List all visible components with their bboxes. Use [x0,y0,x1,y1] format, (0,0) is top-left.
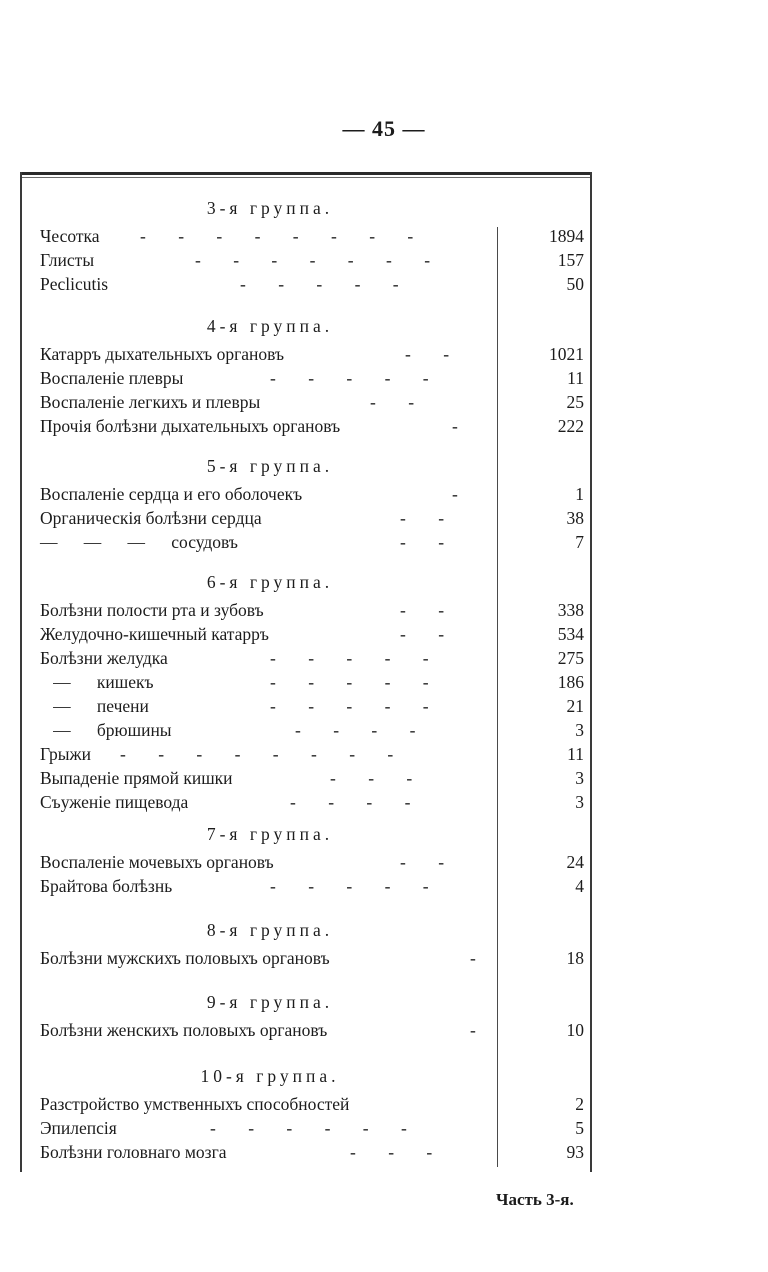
row-value: 11 [567,744,584,764]
row-dashes: - - - - - - - - [120,744,408,764]
row-dashes: - - - - - - [210,1118,421,1138]
table-row [40,874,500,898]
row-dashes: - - [400,532,459,552]
row-dashes: - - - - - [270,672,443,692]
row-label: Грыжи [40,744,91,764]
table-row [40,342,500,366]
row-label: Peclicutis [40,274,109,294]
table-row [40,790,500,814]
table-row [40,1116,500,1140]
group-heading: 7-я группа. [206,824,334,844]
row-dashes: - [452,416,472,436]
table-row [40,766,500,790]
table-row [40,390,500,414]
row-value: 1021 [549,344,584,364]
row-dashes: - - - - [295,720,430,740]
table-row [40,946,500,970]
table-top-rule [20,172,592,175]
row-value: 1894 [549,226,584,246]
group-heading: 5-я группа. [206,456,334,476]
row-dashes: - - [400,508,459,528]
row-label: — брюшины [40,720,172,740]
group-heading: 9-я группа. [206,992,334,1012]
row-value: 38 [566,508,584,528]
row-label: Воспаленіе легкихъ и плевры [40,392,261,412]
row-label: Выпаденіе прямой кишки [40,768,233,788]
row-label: — кишекъ [40,672,154,692]
group-heading: 10-я группа. [200,1066,340,1086]
row-label: Болѣзни головнаго мозга [40,1142,227,1162]
table-row [40,1140,500,1164]
row-label: — — — сосудовъ [40,532,238,552]
row-dashes: - - [400,624,459,644]
table-row [40,646,500,670]
table-row [40,366,500,390]
statistics-table [20,172,592,1172]
row-value: 93 [566,1142,584,1162]
row-label: Прочія болѣзни дыхательныхъ органовъ [40,416,341,436]
row-label: — печени [40,696,149,716]
table-row [40,718,500,742]
row-label: Катарръ дыхательныхъ органовъ [40,344,285,364]
row-value: 186 [557,672,584,692]
row-value: 4 [575,876,584,896]
row-label: Болѣзни женскихъ половыхъ органовъ [40,1020,328,1040]
table-row [40,414,500,438]
row-value: 222 [557,416,584,436]
row-label: Желудочно-кишечный катарръ [40,624,269,644]
page-number: — 45 — [342,116,426,141]
row-label: Воспаленіе сердца и его оболочекъ [40,484,303,504]
row-label: Глисты [40,250,95,270]
row-dashes: - - [400,600,459,620]
row-dashes: - - - - - [270,876,443,896]
row-label: Органическія болѣзни сердца [40,508,262,528]
group-heading: 8-я группа. [206,920,334,940]
table-row [40,1092,500,1116]
row-value: 3 [575,792,584,812]
row-value: 11 [567,368,584,388]
table-row [40,272,500,296]
row-label: Разстройство умственныхъ способностей [40,1094,350,1114]
row-dashes: - - - - - [240,274,413,294]
table-row [40,482,500,506]
row-value: 3 [575,720,584,740]
row-value: 18 [566,948,584,968]
row-dashes: - - [405,344,464,364]
group-heading: 3-я группа. [206,198,334,218]
table-row [40,1018,500,1042]
row-value: 275 [557,648,584,668]
row-dashes: - - - - [290,792,425,812]
row-dashes: - [470,948,490,968]
table-row [40,622,500,646]
row-value: 157 [557,250,584,270]
row-label: Болѣзни желудка [40,648,168,668]
row-label: Брайтова болѣзнь [40,876,173,896]
row-value: 5 [575,1118,584,1138]
row-dashes: - - - [350,1142,447,1162]
row-value: 2 [575,1094,584,1114]
group-heading: 6-я группа. [206,572,334,592]
table-row [40,224,500,248]
table-right-rule [590,172,592,1172]
table-row [40,694,500,718]
row-dashes: - - [370,392,429,412]
table-row [40,850,500,874]
table-left-rule [20,172,22,1172]
row-dashes: - - - - - [270,696,443,716]
row-label: Болѣзни мужскихъ половыхъ органовъ [40,948,330,968]
row-dashes: - - - - - [270,368,443,388]
table-top-rule-thin [20,177,592,178]
row-value: 7 [575,532,584,552]
row-label: Съуженіе пищевода [40,792,189,812]
row-value: 25 [566,392,584,412]
row-label: Воспаленіе мочевыхъ органовъ [40,852,274,872]
row-value: 24 [566,852,584,872]
table-row [40,248,500,272]
footer-signature: Часть 3-я. [496,1190,574,1209]
row-label: Эпилепсія [40,1118,117,1138]
row-value: 338 [557,600,584,620]
row-dashes: - - - - - [270,648,443,668]
row-value: 3 [575,768,584,788]
row-dashes: - - - - - - - [195,250,445,270]
table-row [40,670,500,694]
table-row [40,506,500,530]
table-row [40,598,500,622]
row-label: Чесотка [40,226,100,246]
row-value: 50 [566,274,584,294]
row-dashes: - [470,1020,490,1040]
row-value: 21 [566,696,584,716]
group-heading: 4-я группа. [206,316,334,336]
row-value: 534 [557,624,584,644]
row-dashes: - [452,484,472,504]
table-row [40,530,500,554]
table-row [40,742,500,766]
row-value: 10 [566,1020,584,1040]
row-dashes: - - - [330,768,427,788]
row-dashes: - - - - - - - - [140,226,428,246]
row-label: Воспаленіе плевры [40,368,184,388]
row-value: 1 [575,484,584,504]
row-dashes: - - [400,852,459,872]
row-label: Болѣзни полости рта и зубовъ [40,600,264,620]
